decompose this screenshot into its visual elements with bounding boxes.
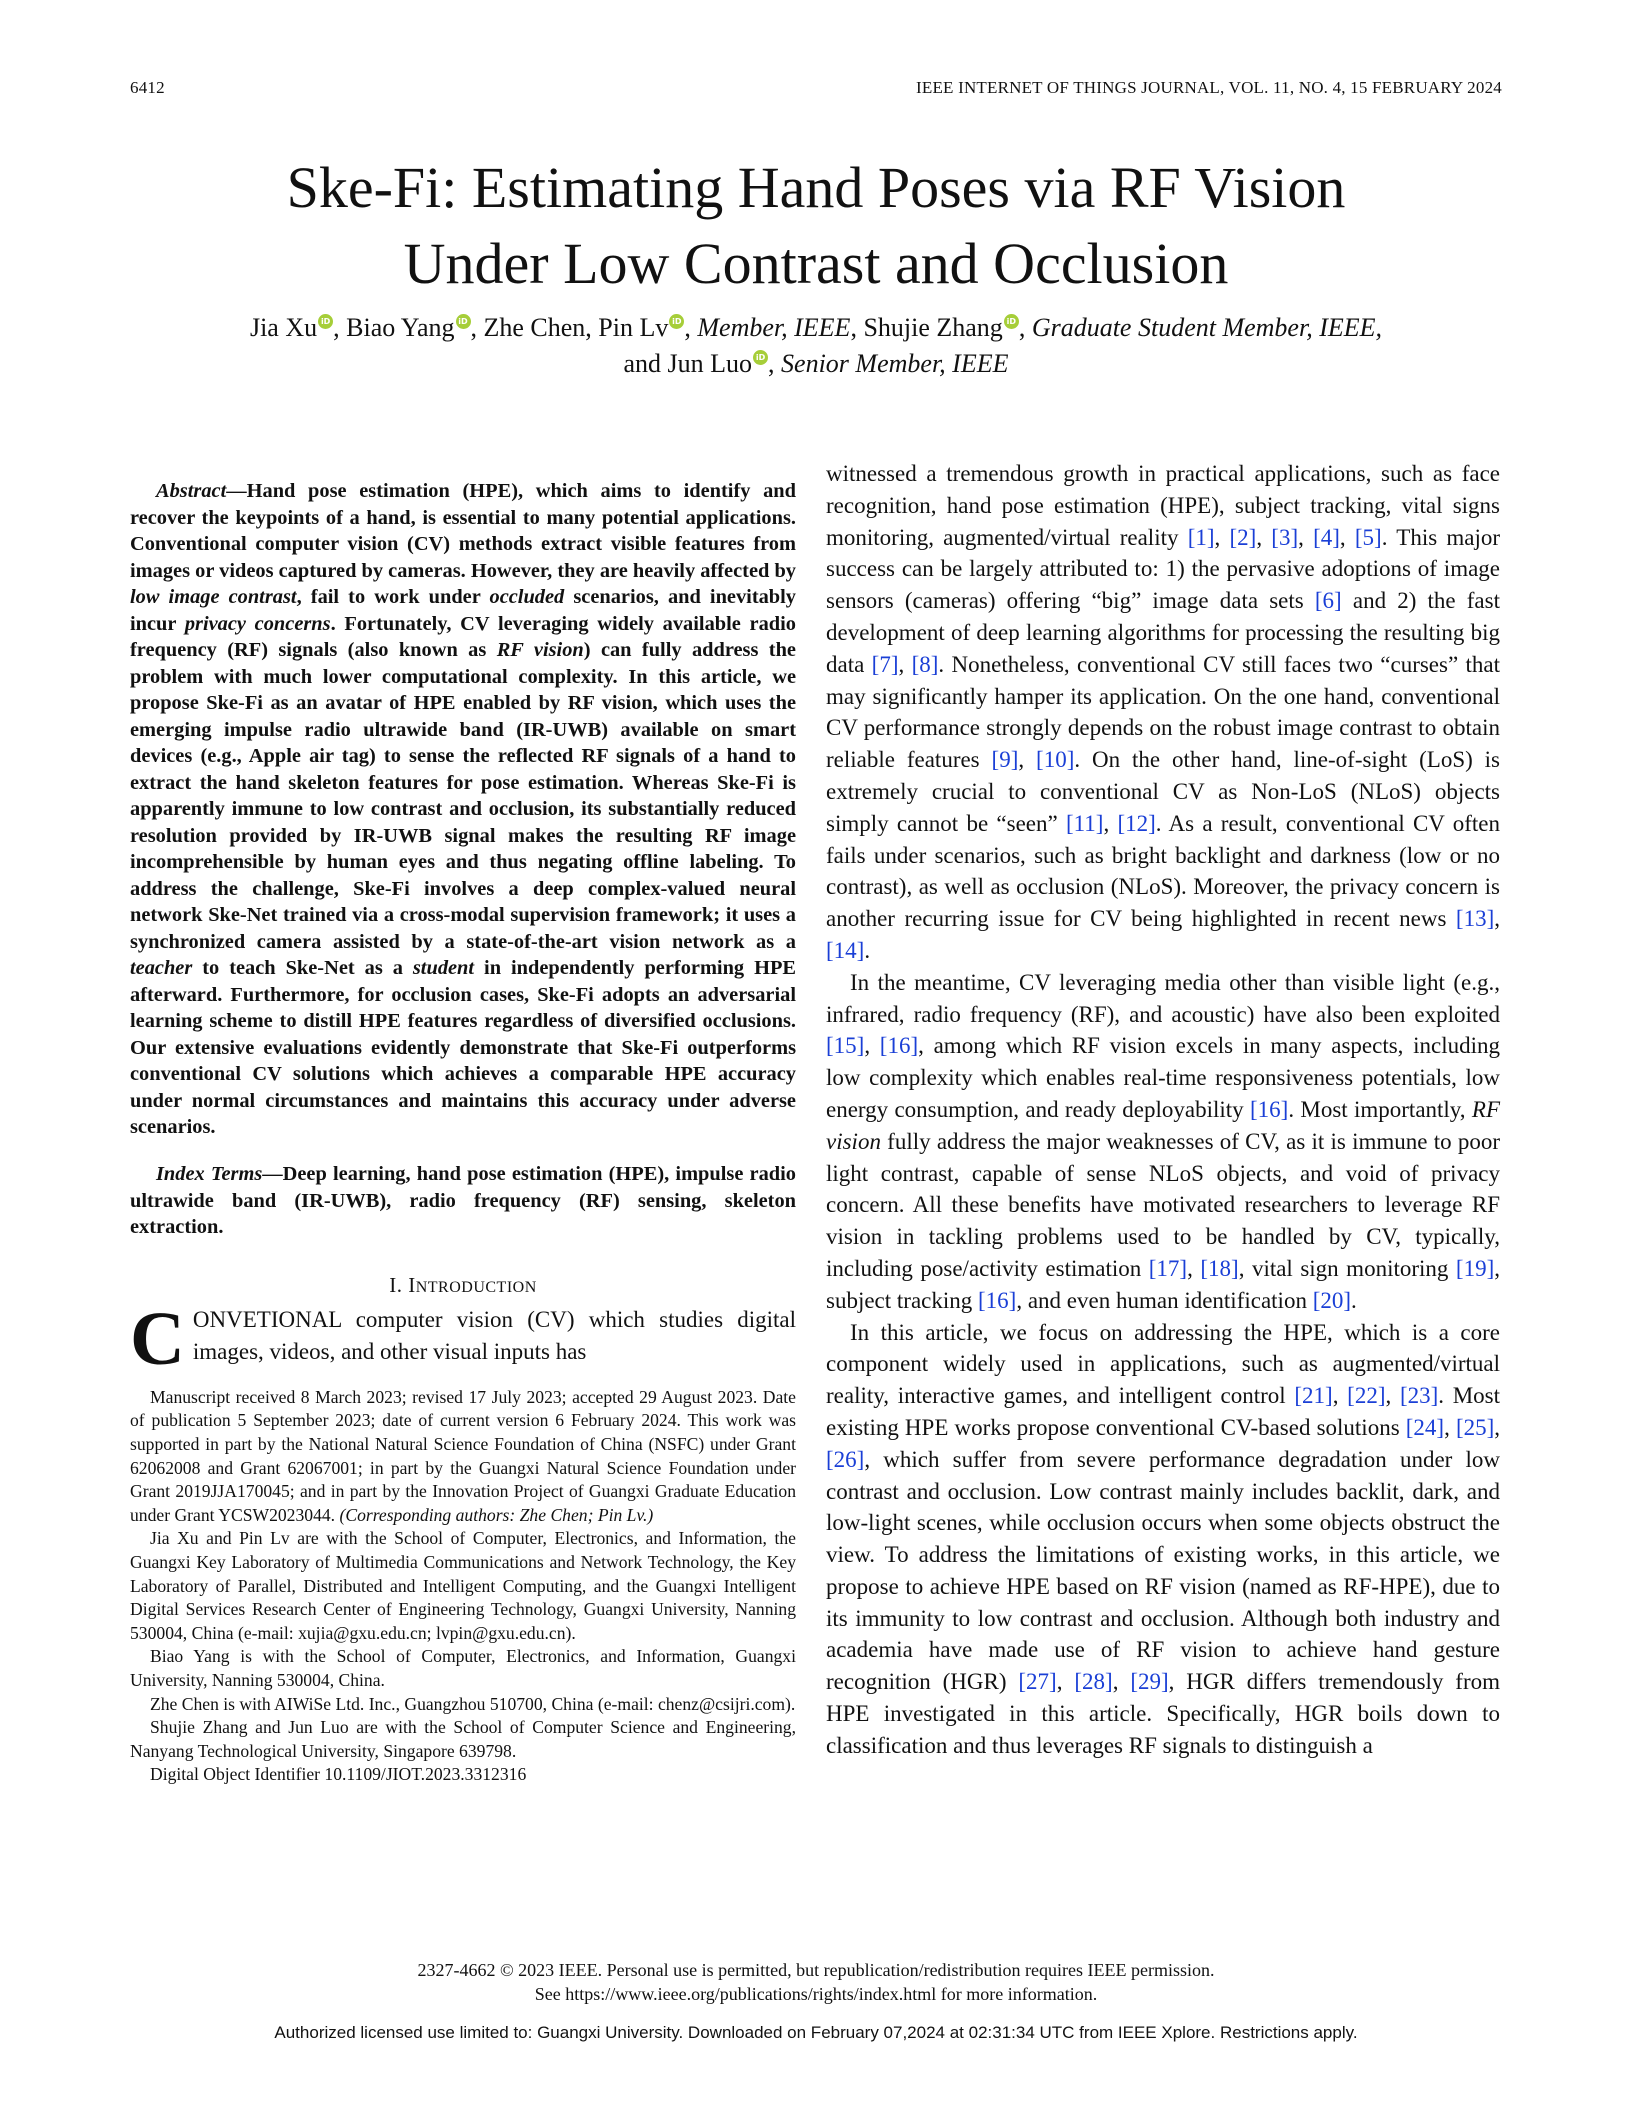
citation-link[interactable]: [20] [1312, 1287, 1352, 1313]
citation-link[interactable]: [2] [1229, 524, 1257, 550]
author-name: and Jun Luo [623, 349, 753, 378]
citation-link[interactable]: [17] [1148, 1255, 1188, 1281]
citation-link[interactable]: [11] [1065, 810, 1104, 836]
body-emphasis: RF vision [826, 1096, 1500, 1154]
body-text: In this article, we focus on addressing the HPE, which is a core component widely used in applications, such as augmented/virtual reality, interactive games, and intelligent control [826, 1319, 1500, 1409]
abstract [130, 478, 796, 1141]
author-name: Shujie Zhang [863, 313, 1003, 342]
abstract-emphasis: teacher [130, 957, 193, 980]
abstract-lead: Abstract [156, 480, 227, 503]
body-text: . [1351, 1287, 1357, 1313]
citation-link[interactable]: [19] [1455, 1255, 1495, 1281]
body-text: . Most existing HPE works propose conventional CV-based solutions [826, 1383, 1501, 1440]
body-paragraph [826, 1317, 1500, 1762]
abstract-text: scenarios, and inevitably incur [130, 586, 797, 635]
body-text: , [1056, 1669, 1075, 1695]
right-column [826, 458, 1500, 1762]
license-notice: Authorized licensed use limited to: Guangxi University. Downloaded on February 07,2024 at 02:31:34 UTC from IEEE Xplore. Restrictions apply. [274, 2023, 1358, 2042]
body-paragraph [826, 458, 1500, 967]
footnote-affiliation: Jia Xu and Pin Lv are with the School of Computer, Electronics, and Information, the Guangxi Key Laboratory of Multimedia Communications and Network Technology, the Key Laboratory of Parallel, Distributed and Intelligent Computing, and the Guangxi Intelligent Digital Services Research Center of Engineering Technology, Guangxi University, Nanning 530004, China (e-mail: xujia@gxu.edu.cn; lvpin@gxu.edu.cn). [130, 1528, 796, 1643]
citation-link[interactable]: [8] [911, 651, 939, 677]
citation-link[interactable]: [25] [1455, 1414, 1495, 1440]
body-paragraph [826, 967, 1500, 1317]
body-text: In the meantime, CV leveraging media other than visible light (e.g., infrared, radio frequency (RF), and acoustic) have also been exploited [826, 969, 1500, 1027]
body-text: , [1187, 1255, 1201, 1281]
left-column [130, 458, 796, 1787]
author-list: Jia Xu iD , Biao Yang iD , Zhe Chen, Pin Lv iD , Member, IEEE, Shujie Zhang iD , Graduate Student Member, IEEE, and Jun Luo iD , Senior Member, IEEE [249, 313, 1383, 378]
footnote-manuscript [130, 1386, 796, 1528]
abstract-emphasis: student [412, 957, 475, 980]
body-text: , [1339, 524, 1355, 550]
intro-paragraph [130, 1296, 796, 1381]
orcid-icon[interactable]: iD [318, 314, 333, 329]
abstract-text: to teach Ske-Net as a [192, 957, 413, 980]
author-name: Jia Xu [249, 313, 318, 342]
body-text: , [864, 1033, 880, 1059]
body-text: , [1018, 747, 1037, 773]
body-text: witnessed a tremendous growth in practical applications, such as face recognition, hand pose estimation (HPE), subject tracking, vital signs monitoring, augmented/virtual reality [826, 461, 1500, 550]
copyright-notice [130, 1958, 1502, 2006]
body-text: , [898, 651, 912, 677]
citation-link[interactable]: [26] [826, 1446, 865, 1472]
page-number: 6412 [130, 78, 165, 97]
body-text: , HGR differs tremendously from HPE investigated in this article. Specifically, HGR boils down to classification and thus leverages RF signals to distinguish a [826, 1669, 1501, 1758]
citation-link[interactable]: [12] [1117, 810, 1156, 836]
body-text: , [1298, 524, 1314, 550]
abstract-text: . Fortunately, CV leveraging widely available radio frequency (RF) signals (also known as [130, 612, 796, 662]
citation-link[interactable]: [15] [826, 1033, 865, 1059]
body-text: fully address the major weaknesses of CV, as it is immune to poor light contrast, capable of sense NLoS objects, and void of privacy concern. All these benefits have motivated researchers to leverage RF vision in tackling problems used to be handled by CV, typically, including pose/activity estimation [826, 1128, 1500, 1281]
citation-link[interactable]: [1] [1187, 524, 1215, 550]
body-text: , [1112, 1669, 1131, 1695]
body-text: , and even human identification [1016, 1287, 1313, 1313]
citation-link[interactable]: [14] [826, 937, 865, 963]
body-text: , [1214, 524, 1230, 550]
footnote-doi: Digital Object Identifier 10.1109/JIOT.2023.3312316 [150, 1764, 527, 1785]
author-affiliation: Senior Member, IEEE [781, 349, 1009, 378]
copyright-line-1 [130, 1958, 1502, 1982]
body-text: . This major success can be largely attributed to: 1) the pervasive adoptions of image sensors (cameras) offering “big” image data sets [826, 524, 1501, 614]
intro-text: ONVETIONAL computer vision (CV) which studies digital images, videos, and other visual inputs has [192, 1306, 796, 1364]
body-text: , [1332, 1383, 1348, 1409]
body-text: , subject tracking [826, 1255, 1500, 1313]
citation-link[interactable]: [18] [1200, 1255, 1239, 1281]
citation-link[interactable]: [16] [978, 1287, 1017, 1313]
abstract-emphasis: occluded [489, 586, 565, 609]
citation-link[interactable]: [22] [1347, 1383, 1386, 1409]
footnote-text: Manuscript received 8 March 2023; revised 17 July 2023; accepted 29 August 2023. Date of publication 5 September 2023; date of current version 6 February 2024. This work was supported in part by the National Natural Science Foundation of China (NSFC) under Grant 62062008 and Grant 62067001; in part by the Guangxi Natural Science Foundation under Grant 2019JJA170045; and in part by the Innovation Project of Guangxi Graduate Education under Grant YCSW2023044. [130, 1386, 796, 1525]
body-text: , [1444, 1414, 1456, 1440]
abstract-text: ) can fully address the problem with much lower computational complexity. In this article, we propose Ske-Fi as an avatar of HPE enabled by RF vision, which uses the emerging impulse radio ultrawide band (IR-UWB) available on smart devices (e.g., Apple air tag) to sense the reflected RF signals of a hand to extract the hand skeleton features for pose estimation. Whereas Ske-Fi is apparently immune to low contrast and occlusion, its substantially reduced resolution provided by IR-UWB signal makes the resulting RF image incomprehensible by human eyes and thus negating offline labeling. To address the challenge, Ske-Fi involves a deep complex-valued neural network Ske-Net trained via a cross-modal supervision framework; it uses a synchronized camera assisted by a state-of-the-art vision network as a [130, 639, 796, 953]
abstract-emphasis: RF vision [496, 639, 584, 662]
title-line-1: Ske-Fi: Estimating Hand Poses via RF Vision [286, 155, 1346, 220]
index-terms-lead: Index Terms [156, 1163, 263, 1186]
body-text: . Nonetheless, conventional CV still faces two “curses” that may significantly hamper its application. On the one hand, conventional CV performance strongly depends on the robust image contrast to obtain reliable features [826, 651, 1500, 773]
abstract-text: in independently performing HPE afterward. Furthermore, for occlusion cases, Ske-Fi adopts an adversarial learning scheme to distill HPE features regardless of diversified occlusions. Our extensive evaluations evidently demonstrate that Ske-Fi outperforms conventional CV solutions which achieves a comparable HPE accuracy under normal circumstances and maintains this accuracy under adverse scenarios. [130, 957, 796, 1139]
footnote-affiliation: Biao Yang is with the School of Computer, Electronics, and Information, Guangxi University, Nanning 530004, China. [130, 1646, 796, 1690]
orcid-icon[interactable]: iD [669, 314, 684, 329]
section-numeral: I. [389, 1272, 409, 1297]
abstract-dash: — [226, 480, 247, 503]
citation-link[interactable]: [24] [1405, 1414, 1445, 1440]
author-affiliation: Graduate Student Member, IEEE, [1031, 313, 1383, 342]
body-text: . As a result, conventional CV often fails under scenarios, such as bright backlight and darkness (low or no contrast), as well as occlusion (NLoS). Moreover, the privacy concern is another recurring issue for CV being highlighted in recent news [826, 810, 1501, 932]
section-title-rest: NTRODUCTION [415, 1278, 537, 1296]
citation-link[interactable]: [7] [871, 651, 899, 677]
author-name: Zhe Chen, Pin Lv [483, 313, 669, 342]
title-line-2: Under Low Contrast and Occlusion [403, 231, 1229, 296]
abstract-text: , fail to work under [296, 586, 490, 609]
copyright-text: 2023 IEEE. Personal use is permitted, but republication/redistribution requires IEEE permission. [513, 1960, 1215, 1980]
orcid-icon[interactable]: iD [1004, 314, 1019, 329]
footnote-affiliation: Zhe Chen is with AIWiSe Ltd. Inc., Guangzhou 510700, China (e-mail: chenz@csijri.com). [150, 1693, 796, 1714]
footnote [130, 1386, 796, 1787]
footnote-affiliation: Shujie Zhang and Jun Luo are with the School of Computer Science and Engineering, Nanyang Technological University, Singapore 639798. [130, 1717, 796, 1761]
index-terms [130, 1161, 796, 1241]
issn: 2327-4662 [417, 1960, 500, 1980]
orcid-icon[interactable]: iD [753, 350, 768, 365]
body-text: , [1494, 1414, 1501, 1440]
copyright-icon: © [499, 1960, 514, 1980]
citation-link[interactable]: [28] [1074, 1669, 1113, 1695]
index-terms-dash: — [262, 1163, 283, 1186]
body-text: , vital sign monitoring [1238, 1255, 1456, 1281]
abstract-text: Hand pose estimation (HPE), which aims to identify and recover the keypoints of a hand, is essential to many potential applications. Conventional computer vision (CV) methods extract visible features from images or videos captured by cameras. However, they are heavily affected by [130, 480, 796, 582]
citation-link[interactable]: [27] [1018, 1669, 1057, 1695]
body-text: . Most importantly, [1288, 1096, 1472, 1122]
body-text: , [1103, 810, 1118, 836]
body-text: , which suffer from severe performance degradation under low contrast and occlusion. Low contrast mainly includes backlit, dark, and low-light scenes, while occlusion occurs when some objects obstruct the view. To address the limitations of existing works, in this article, we propose to achieve HPE based on RF vision (named as RF-HPE), due to its immunity to low contrast and occlusion. Although both industry and academia have made use of RF vision to achieve hand gesture recognition (HGR) [826, 1446, 1500, 1695]
section-title-initial: I [408, 1272, 416, 1297]
drop-cap: C [130, 1296, 185, 1381]
body-text: , among which RF vision excels in many aspects, including low complexity which enables real-time responsiveness potentials, low energy consumption, and ready deployability [826, 1033, 1501, 1122]
abstract-emphasis: privacy concerns [184, 612, 331, 635]
body-text: , [1494, 906, 1500, 932]
body-text: , [1256, 524, 1272, 550]
journal-header: IEEE INTERNET OF THINGS JOURNAL, VOL. 11, NO. 4, 15 FEBRUARY 2024 [916, 78, 1502, 97]
body-text: , [1385, 1383, 1400, 1409]
citation-link[interactable]: [13] [1455, 906, 1495, 932]
citation-link[interactable]: [5] [1354, 524, 1382, 550]
citation-link[interactable]: [16] [879, 1033, 919, 1059]
copyright-line-2: See https://www.ieee.org/publications/rights/index.html for more information. [534, 1984, 1098, 2004]
citation-link[interactable]: [29] [1130, 1669, 1169, 1695]
body-text: . [864, 937, 871, 963]
footnote-corresponding: (Corresponding authors: Zhe Chen; Pin Lv.) [339, 1504, 654, 1525]
citation-link[interactable]: [4] [1313, 524, 1340, 550]
section-heading [130, 1273, 796, 1298]
abstract-emphasis: low image contrast [130, 586, 297, 609]
author-name: Biao Yang [346, 313, 455, 342]
citation-link[interactable]: [3] [1271, 524, 1299, 550]
author-affiliation: Member, IEEE [697, 313, 851, 342]
citation-link[interactable]: [6] [1314, 588, 1342, 614]
index-terms-text: Deep learning, hand pose estimation (HPE), impulse radio ultrawide band (IR-UWB), radio frequency (RF) sensing, skeleton extraction. [130, 1163, 796, 1239]
paper-title [130, 150, 1502, 302]
citation-link[interactable]: [16] [1249, 1096, 1289, 1122]
body-text: . On the other hand, line-of-sight (LoS) is extremely crucial to conventional CV as Non-LoS (NLoS) objects simply cannot be “seen” [826, 747, 1501, 836]
orcid-icon[interactable]: iD [456, 314, 471, 329]
citation-link[interactable]: [10] [1036, 747, 1075, 773]
body-text: and 2) the fast development of deep learning algorithms for processing the resulting big data [826, 588, 1500, 677]
citation-link[interactable]: [9] [991, 747, 1019, 773]
citation-link[interactable]: [23] [1399, 1383, 1439, 1409]
citation-link[interactable]: [21] [1294, 1383, 1333, 1409]
